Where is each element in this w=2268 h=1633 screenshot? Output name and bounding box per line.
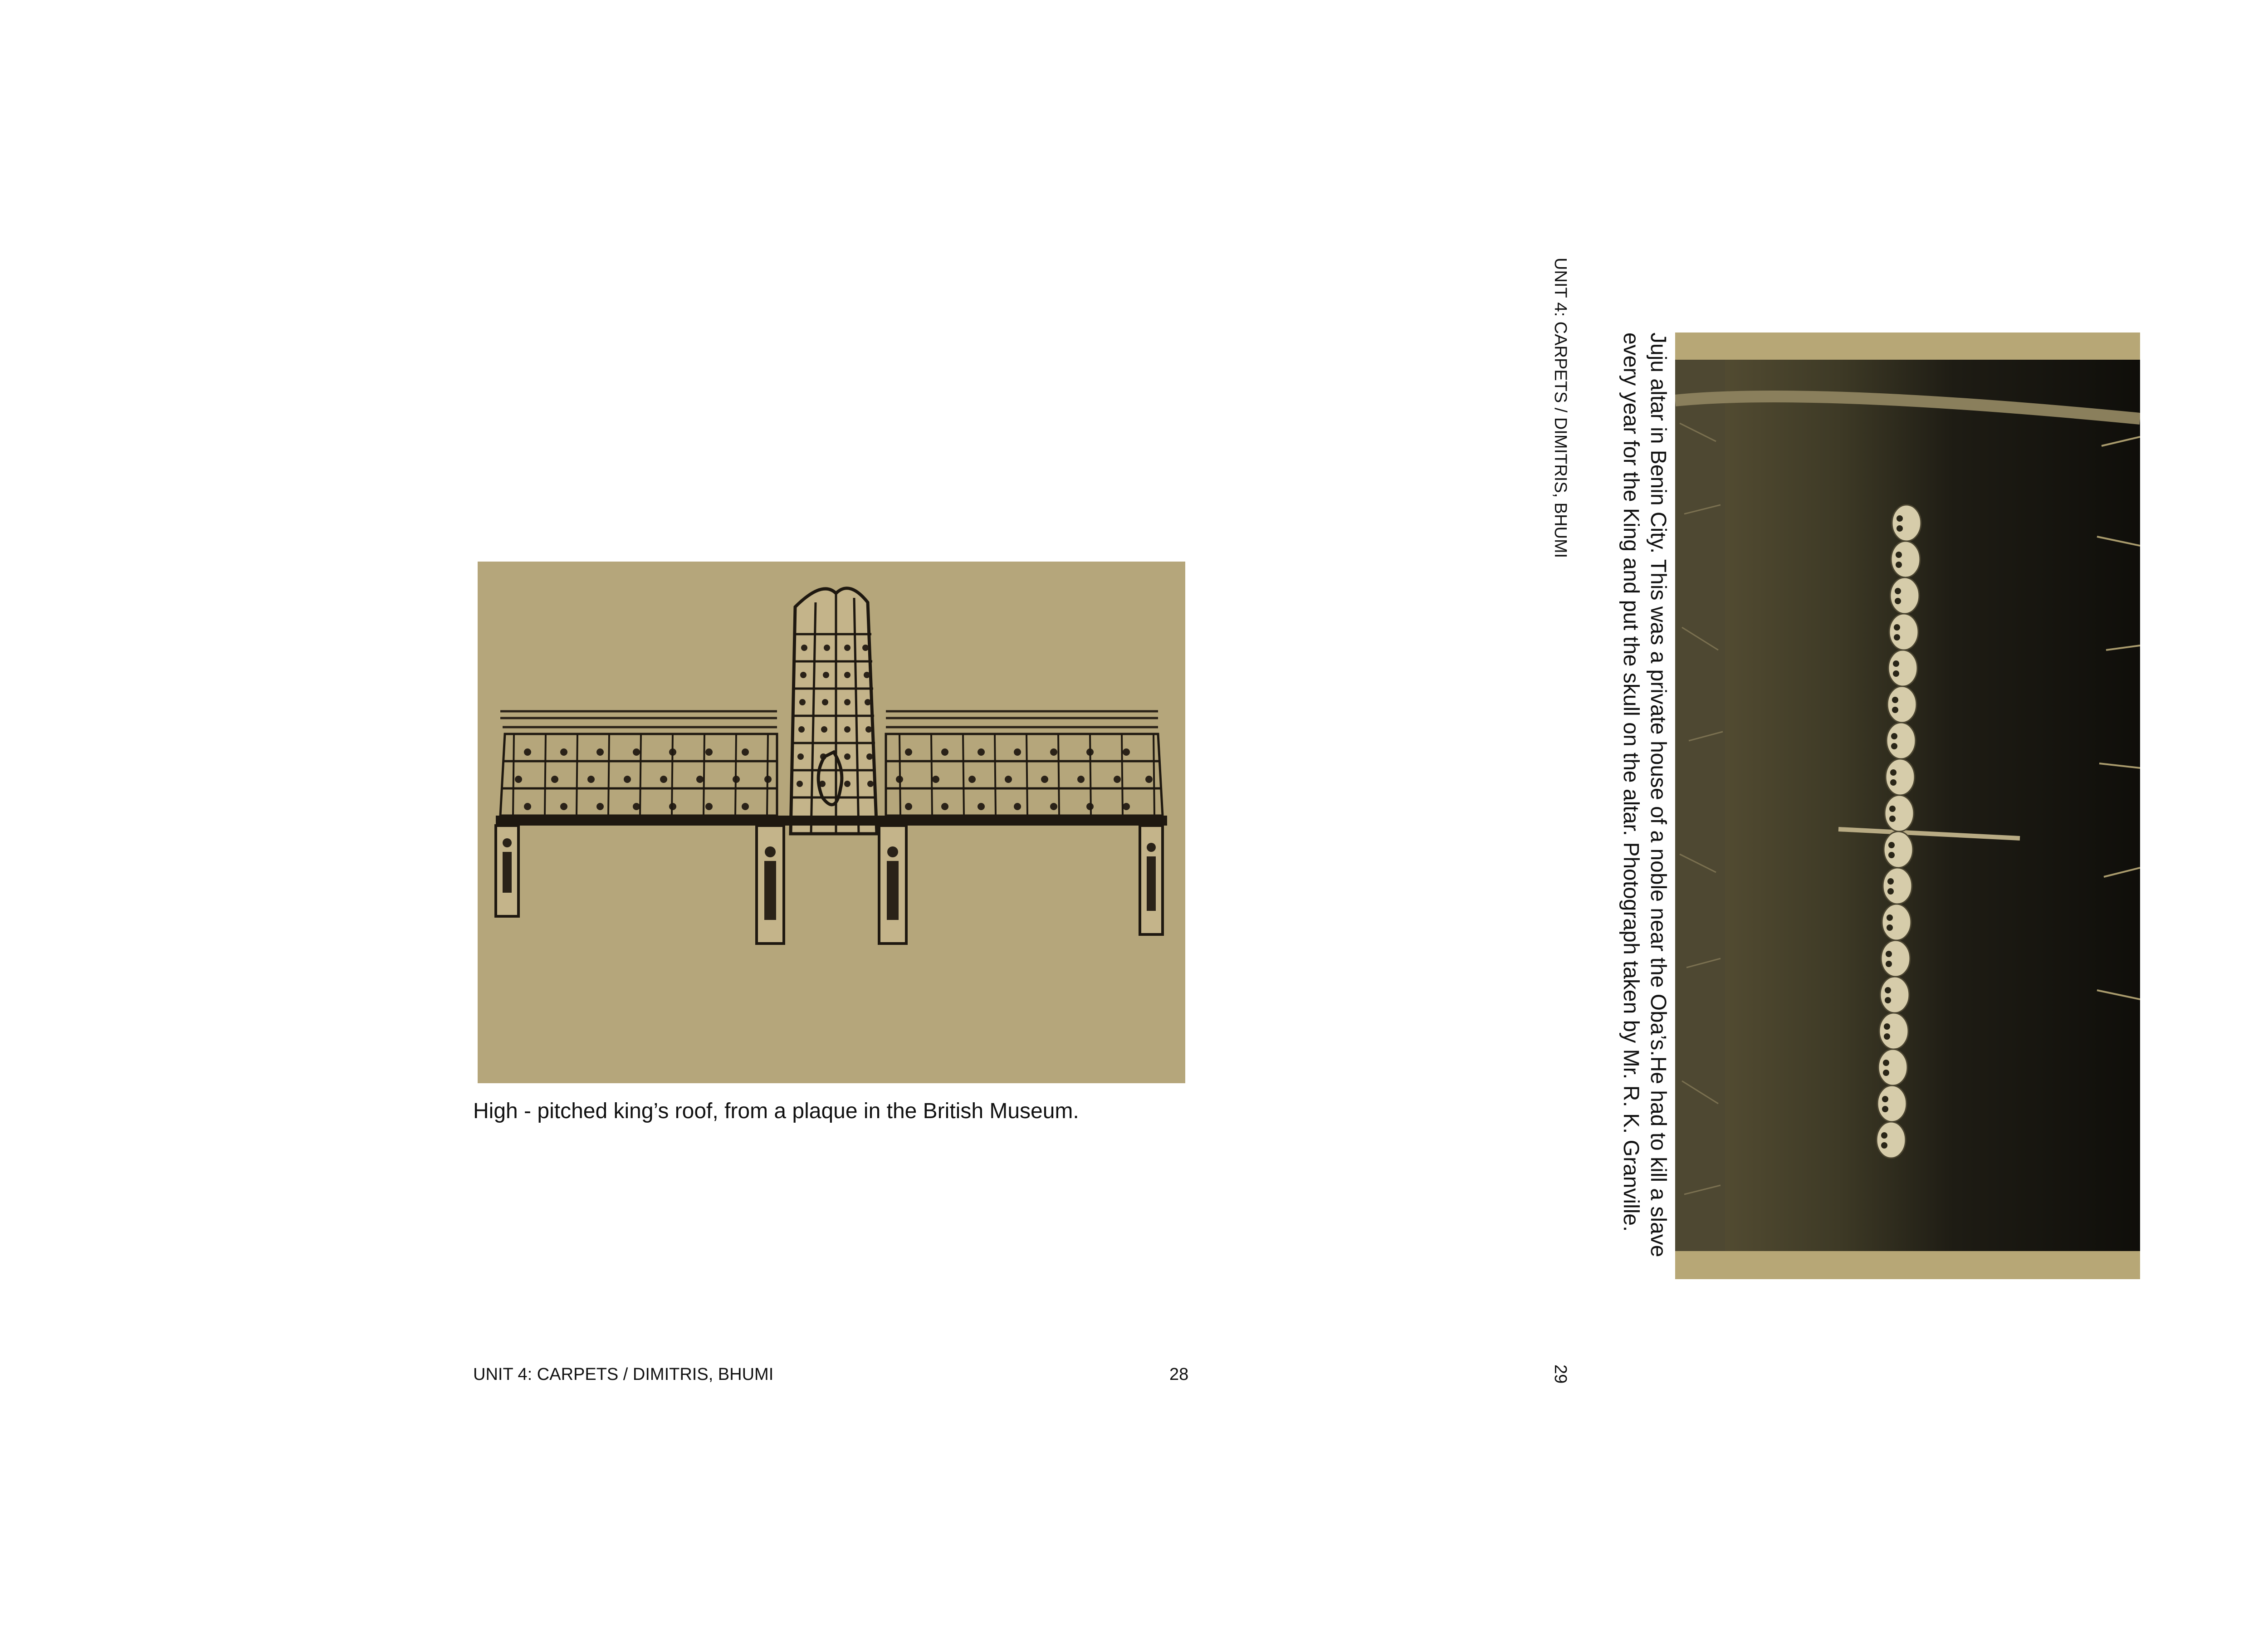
juju-altar-photograph [1675,332,2140,1279]
roof-engraving-icon [478,562,1185,1083]
caption-line-1: Juju altar in Benin City. This was a private house of a noble near the Oba’s.He had to kill a slave [1646,332,1670,1257]
running-header: UNIT 4: CARPETS / DIMITRIS, BHUMI [1551,258,1570,558]
page-number: 28 [1169,1365,1189,1384]
figure-caption-rotated [1617,332,1672,1257]
kings-roof-illustration [478,562,1185,1083]
altar-photo-icon [1675,332,2140,1279]
footer-title: UNIT 4: CARPETS / DIMITRIS, BHUMI [473,1365,774,1384]
figure-caption: High - pitched king’s roof, from a plaque in the British Museum. [473,1099,1079,1123]
page-number-right: 29 [1551,1364,1570,1384]
caption-line-2: every year for the King and put the skull on the altar. Photograph taken by Mr. R. K. Granville. [1619,332,1643,1232]
